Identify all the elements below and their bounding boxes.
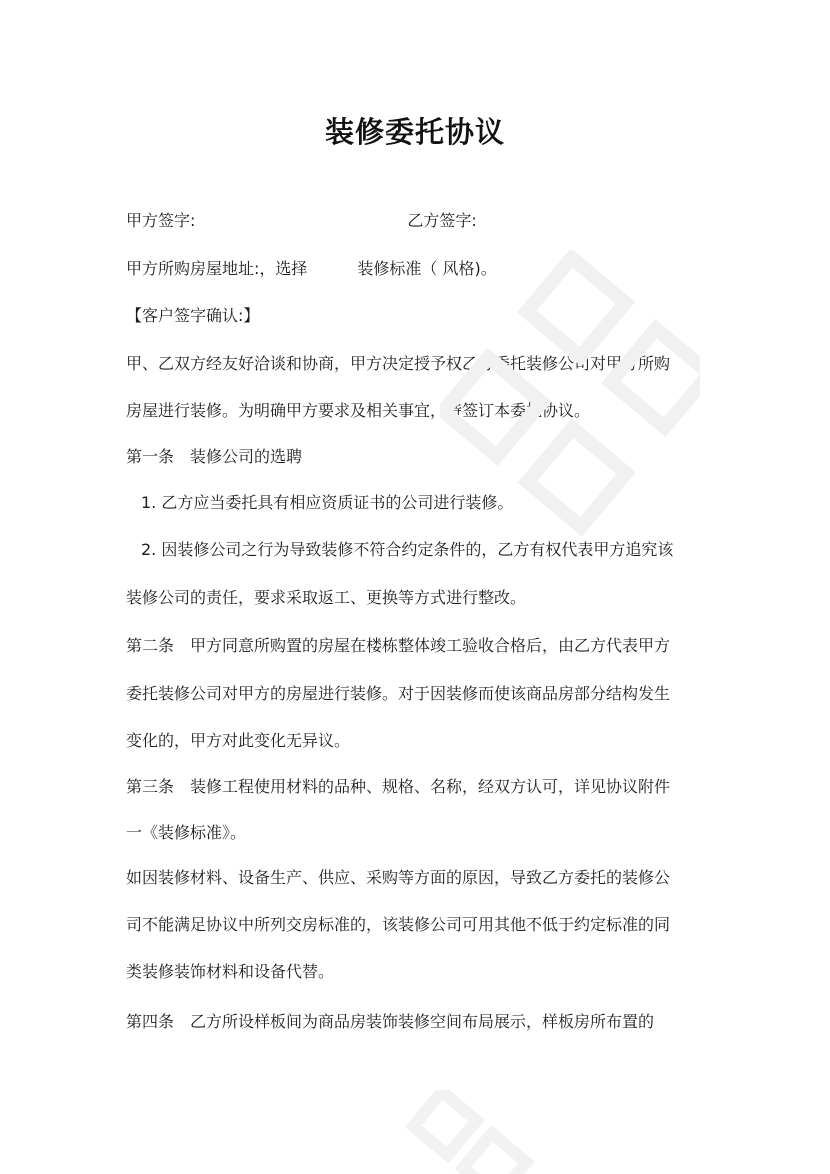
address-line [126,257,497,281]
article-1-heading: 第一条 装修公司的选聘 [126,447,303,466]
article-3-note-line-1: 如因装修材料、设备生产、供应、采购等方面的原因，导致乙方委托的装修公 [126,868,671,887]
article-1-item-2-cont: 装修公司的责任，要求采取返工、更换等方式进行整改。 [126,588,527,607]
article-2-line-1: 第二条 甲方同意所购置的房屋在楼栋整体竣工验收合格后，由乙方代表甲方 [126,636,671,655]
article-3-line-2: 一《装修标准》。 [126,823,247,842]
article-1-item-1: 1. 乙方应当委托具有相应资质证书的公司进行装修。 [141,493,514,512]
customer-confirm: 【客户签字确认:】 [126,306,260,325]
article-3-line-1: 第三条 装修工程使用材料的品种、规格、名称，经双方认可，详见协议附件 [126,777,671,796]
article-2-line-3: 变化的，甲方对此变化无异议。 [126,731,351,750]
article-3-note-line-3: 类装修装饰材料和设备代替。 [126,962,335,981]
article-1-item-2: 2. 因装修公司之行为导致装修不符合约定条件的，乙方有权代表甲方追究该 [141,540,674,559]
watermark-graphic-bottom [390,1090,540,1174]
signature-row [126,209,477,233]
address-label: 甲方所购房屋地址:，选择 [126,259,308,278]
intro-line-2: 房屋进行装修。为明确甲方要求及相关事宜，特签订本委托协议。 [126,401,591,420]
party-a-signature-label: 甲方签字: [126,211,196,230]
article-2-line-2: 委托装修公司对甲方的房屋进行装修。对于因装修而使该商品房部分结构发生 [126,684,671,703]
party-b-signature-label: 乙方签字: [407,211,477,230]
document-title: 装修委托协议 [324,115,505,149]
article-3-note-line-2: 司不能满足协议中所列交房标准的，该装修公司可用其他不低于约定标准的同 [126,915,671,934]
intro-line-1: 甲、乙双方经友好洽谈和协商，甲方决定授予权乙方委托装修公司对甲方所购 [126,354,671,373]
decoration-standard-label: 装修标准（ 风格)。 [357,259,497,278]
article-4-line-1: 第四条 乙方所设样板间为商品房装饰装修空间布局展示，样板房所布置的 [126,1012,655,1031]
